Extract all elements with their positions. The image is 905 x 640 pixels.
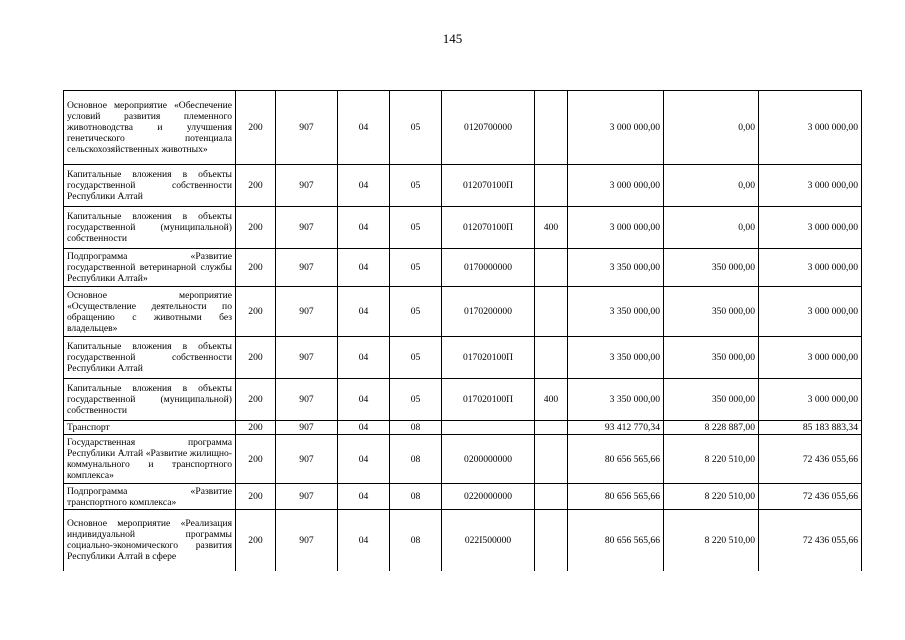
table-row (64, 337, 862, 379)
code-cell: 200 (236, 249, 276, 287)
row-name-cell: Подпрограмма «Развитие транспортного комплекса» (64, 484, 236, 510)
table-row (64, 379, 862, 421)
section-cell: 04 (338, 249, 390, 287)
amount-federal-cell: 3 000 000,00 (759, 207, 862, 249)
target-article-cell: 0220000000 (442, 484, 535, 510)
amount-total-cell: 3 350 000,00 (568, 249, 664, 287)
table-row (64, 435, 862, 484)
subsection-cell: 05 (390, 337, 442, 379)
subsection-cell: 05 (390, 287, 442, 337)
amount-total-cell: 3 000 000,00 (568, 91, 664, 165)
target-article-cell: 0200000000 (442, 435, 535, 484)
amount-total-cell: 3 000 000,00 (568, 207, 664, 249)
target-article-cell: 012070100П (442, 165, 535, 207)
target-article-cell: 0170200000 (442, 287, 535, 337)
target-article-cell: 0120700000 (442, 91, 535, 165)
amount-regional-cell: 8 220 510,00 (664, 484, 759, 510)
code-cell: 200 (236, 165, 276, 207)
page-number: 145 (442, 31, 463, 46)
code-cell: 200 (236, 337, 276, 379)
target-article-cell: 022I500000 (442, 510, 535, 571)
ministry-code-cell: 907 (276, 435, 338, 484)
amount-regional-cell: 350 000,00 (664, 379, 759, 421)
code-cell: 200 (236, 510, 276, 571)
section-cell: 04 (338, 207, 390, 249)
section-cell: 04 (338, 91, 390, 165)
amount-federal-cell: 3 000 000,00 (759, 337, 862, 379)
code-cell: 200 (236, 379, 276, 421)
row-name-cell: Капитальные вложения в объекты государственной (муниципальной) собственности (64, 379, 236, 421)
expense-type-cell (535, 435, 568, 484)
subsection-cell: 05 (390, 91, 442, 165)
subsection-cell: 08 (390, 435, 442, 484)
row-name-cell: Государственная программа Республики Алтай «Развитие жилищно-коммунального и транспортного комплекса» (64, 435, 236, 484)
expense-type-cell (535, 165, 568, 207)
code-cell: 200 (236, 484, 276, 510)
subsection-cell: 05 (390, 379, 442, 421)
row-name-cell: Капитальные вложения в объекты государственной собственности Республики Алтай (64, 165, 236, 207)
expense-type-cell (535, 510, 568, 571)
ministry-code-cell: 907 (276, 510, 338, 571)
section-cell: 04 (338, 484, 390, 510)
table-row (64, 91, 862, 165)
target-article-cell: 017020100П (442, 379, 535, 421)
amount-total-cell: 3 350 000,00 (568, 337, 664, 379)
row-name-cell: Капитальные вложения в объекты государственной собственности Республики Алтай (64, 337, 236, 379)
section-cell: 04 (338, 287, 390, 337)
amount-total-cell: 80 656 565,66 (568, 484, 664, 510)
budget-table (63, 90, 862, 571)
amount-regional-cell: 350 000,00 (664, 287, 759, 337)
table-row (64, 421, 862, 435)
table-row (64, 287, 862, 337)
amount-federal-cell: 3 000 000,00 (759, 249, 862, 287)
expense-type-cell (535, 337, 568, 379)
expense-type-cell (535, 484, 568, 510)
amount-total-cell: 3 350 000,00 (568, 287, 664, 337)
ministry-code-cell: 907 (276, 379, 338, 421)
amount-total-cell: 80 656 565,66 (568, 435, 664, 484)
amount-regional-cell: 8 220 510,00 (664, 510, 759, 571)
subsection-cell: 08 (390, 484, 442, 510)
ministry-code-cell: 907 (276, 421, 338, 435)
ministry-code-cell: 907 (276, 249, 338, 287)
expense-type-cell (535, 249, 568, 287)
amount-federal-cell: 3 000 000,00 (759, 287, 862, 337)
ministry-code-cell: 907 (276, 337, 338, 379)
code-cell: 200 (236, 435, 276, 484)
table-row (64, 510, 862, 571)
amount-federal-cell: 3 000 000,00 (759, 91, 862, 165)
code-cell: 200 (236, 421, 276, 435)
section-cell: 04 (338, 510, 390, 571)
amount-federal-cell: 3 000 000,00 (759, 165, 862, 207)
ministry-code-cell: 907 (276, 91, 338, 165)
row-name-cell: Капитальные вложения в объекты государственной (муниципальной) собственности (64, 207, 236, 249)
target-article-cell: 0170000000 (442, 249, 535, 287)
amount-regional-cell: 0,00 (664, 165, 759, 207)
amount-federal-cell: 3 000 000,00 (759, 379, 862, 421)
section-cell: 04 (338, 435, 390, 484)
subsection-cell: 05 (390, 249, 442, 287)
row-name-cell: Основное мероприятие «Обеспечение условий развития племенного животноводства и улучшения генетического потенциала сельскохозяйственных животных» (64, 91, 236, 165)
subsection-cell: 05 (390, 207, 442, 249)
budget-table-body (64, 91, 862, 571)
ministry-code-cell: 907 (276, 484, 338, 510)
row-name-cell: Транспорт (64, 421, 236, 435)
section-cell: 04 (338, 337, 390, 379)
expense-type-cell (535, 91, 568, 165)
code-cell: 200 (236, 207, 276, 249)
target-article-cell (442, 421, 535, 435)
section-cell: 04 (338, 379, 390, 421)
amount-total-cell: 93 412 770,34 (568, 421, 664, 435)
amount-regional-cell: 0,00 (664, 91, 759, 165)
amount-federal-cell: 72 436 055,66 (759, 510, 862, 571)
code-cell: 200 (236, 91, 276, 165)
amount-federal-cell: 72 436 055,66 (759, 435, 862, 484)
amount-total-cell: 80 656 565,66 (568, 510, 664, 571)
amount-regional-cell: 350 000,00 (664, 337, 759, 379)
amount-federal-cell: 72 436 055,66 (759, 484, 862, 510)
ministry-code-cell: 907 (276, 207, 338, 249)
amount-total-cell: 3 000 000,00 (568, 165, 664, 207)
ministry-code-cell: 907 (276, 287, 338, 337)
amount-regional-cell: 0,00 (664, 207, 759, 249)
section-cell: 04 (338, 421, 390, 435)
ministry-code-cell: 907 (276, 165, 338, 207)
table-row (64, 165, 862, 207)
amount-regional-cell: 8 228 887,00 (664, 421, 759, 435)
table-row (64, 207, 862, 249)
target-article-cell: 017020100П (442, 337, 535, 379)
amount-regional-cell: 350 000,00 (664, 249, 759, 287)
subsection-cell: 08 (390, 421, 442, 435)
expense-type-cell (535, 421, 568, 435)
expense-type-cell: 400 (535, 379, 568, 421)
subsection-cell: 08 (390, 510, 442, 571)
amount-federal-cell: 85 183 883,34 (759, 421, 862, 435)
row-name-cell: Основное мероприятие «Осуществление деятельности по обращению с животными без владельцев» (64, 287, 236, 337)
table-row (64, 484, 862, 510)
expense-type-cell (535, 287, 568, 337)
amount-regional-cell: 8 220 510,00 (664, 435, 759, 484)
row-name-cell: Подпрограмма «Развитие государственной ветеринарной службы Республики Алтай» (64, 249, 236, 287)
expense-type-cell: 400 (535, 207, 568, 249)
amount-total-cell: 3 350 000,00 (568, 379, 664, 421)
code-cell: 200 (236, 287, 276, 337)
section-cell: 04 (338, 165, 390, 207)
subsection-cell: 05 (390, 165, 442, 207)
table-row (64, 249, 862, 287)
target-article-cell: 012070100П (442, 207, 535, 249)
row-name-cell: Основное мероприятие «Реализация индивидуальной программы социально-экономического развития Республики Алтай в сфере (64, 510, 236, 571)
